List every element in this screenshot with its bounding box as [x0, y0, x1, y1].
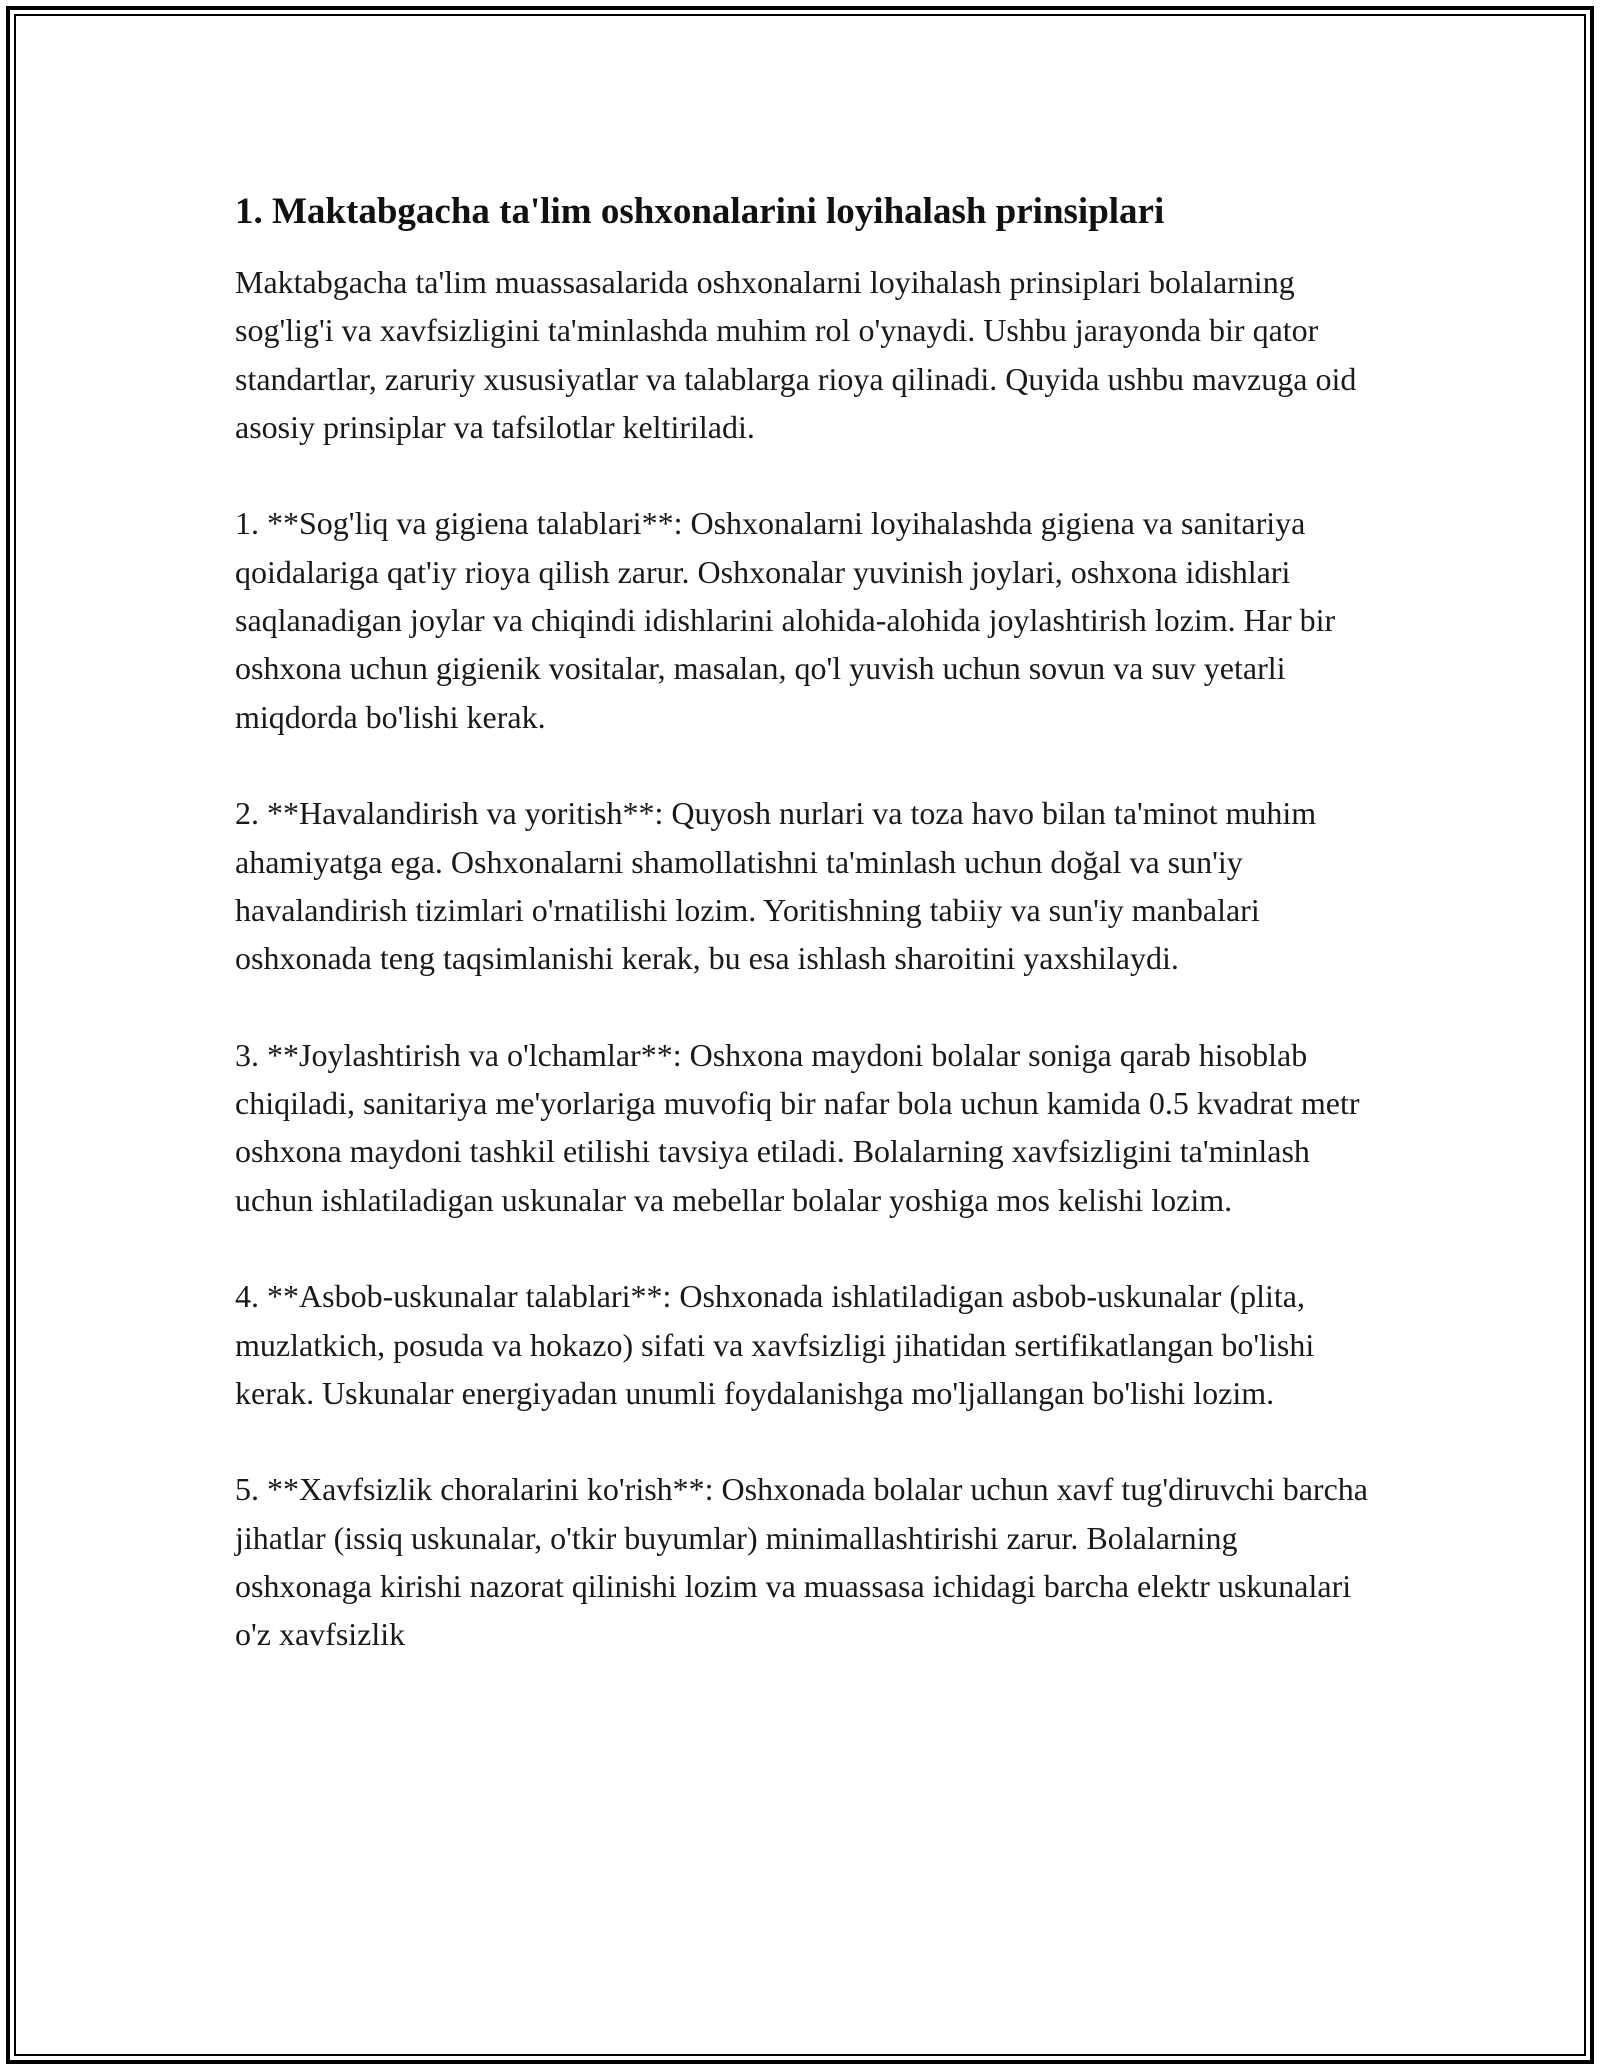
document-body: [235, 186, 1370, 1659]
paragraph-safety-measures: 5. **Xavfsizlik choralarini ko'rish**: Oshxonada bolalar uchun xavf tug'diruvchi barcha jihatlar (issiq uskunalar, o'tkir buyumlar) minimallashtirishi zarur. Bolalarning oshxonaga kirishi nazorat qilinishi lozim va muassasa ichidagi barcha elektr uskunalari o'z xavfsizlik: [235, 1471, 1368, 1653]
paragraph-ventilation-lighting: 2. **Havalandirish va yoritish**: Quyosh nurlari va toza havo bilan ta'minot muhim ahamiyatga ega. Oshxonalarni shamollatishni ta'minlash uchun doğal va sun'iy havalandirish tizimlari o'rnatilishi lozim. Yoritishning tabiiy va sun'iy manbalari oshxonada teng taqsimlanishi kerak, bu esa ishlash sharoitini yaxshilaydi.: [235, 795, 1317, 977]
paragraph-health-hygiene: 1. **Sog'liq va gigiena talablari**: Oshxonalarni loyihalashda gigiena va sanitariya qoidalariga qat'iy rioya qilish zarur. Oshxonalar yuvinish joylari, oshxona idishlari saqlanadigan joylar va chiqindi idishlarini alohida-alohida joylashtirish lozim. Har bir oshxona uchun gigienik vositalar, masalan, qo'l yuvish uchun sovun va suv yetarli miqdorda bo'lishi kerak.: [235, 505, 1336, 735]
paragraph-placement-dimensions: 3. **Joylashtirish va o'lchamlar**: Oshxona maydoni bolalar soniga qarab hisoblab chiqiladi, sanitariya me'yorlariga muvofiq bir nafar bola uchun kamida 0.5 kvadrat metr oshxona maydoni tashkil etilishi tavsiya etiladi. Bolalarning xavfsizligini ta'minlash uchun ishlatiladigan uskunalar va mebellar bolalar yoshiga mos kelishi lozim.: [235, 1036, 1360, 1218]
intro-paragraph: Maktabgacha ta'lim muassasalarida oshxonalarni loyihalash prinsiplari bolalarning sog'lig'i va xavfsizligini ta'minlashda muhim rol o'ynaydi. Ushbu jarayonda bir qator standartlar, zaruriy xususiyatlar va talablarga rioya qilinadi. Quyida ushbu mavzuga oid asosiy prinsiplar va tafsilotlar keltiriladi.: [235, 264, 1357, 445]
document-title: 1. Maktabgacha ta'lim oshxonalarini loyihalash prinsiplari: [235, 191, 1165, 232]
paragraph-equipment-requirements: 4. **Asbob-uskunalar talablari**: Oshxonada ishlatiladigan asbob-uskunalar (plita, muzlatkich, posuda va hokazo) sifati va xavfsizligi jihatidan sertifikatlangan bo'lishi kerak. Uskunalar energiyadan unumli foydalanishga mo'ljallangan bo'lishi lozim.: [235, 1278, 1315, 1411]
